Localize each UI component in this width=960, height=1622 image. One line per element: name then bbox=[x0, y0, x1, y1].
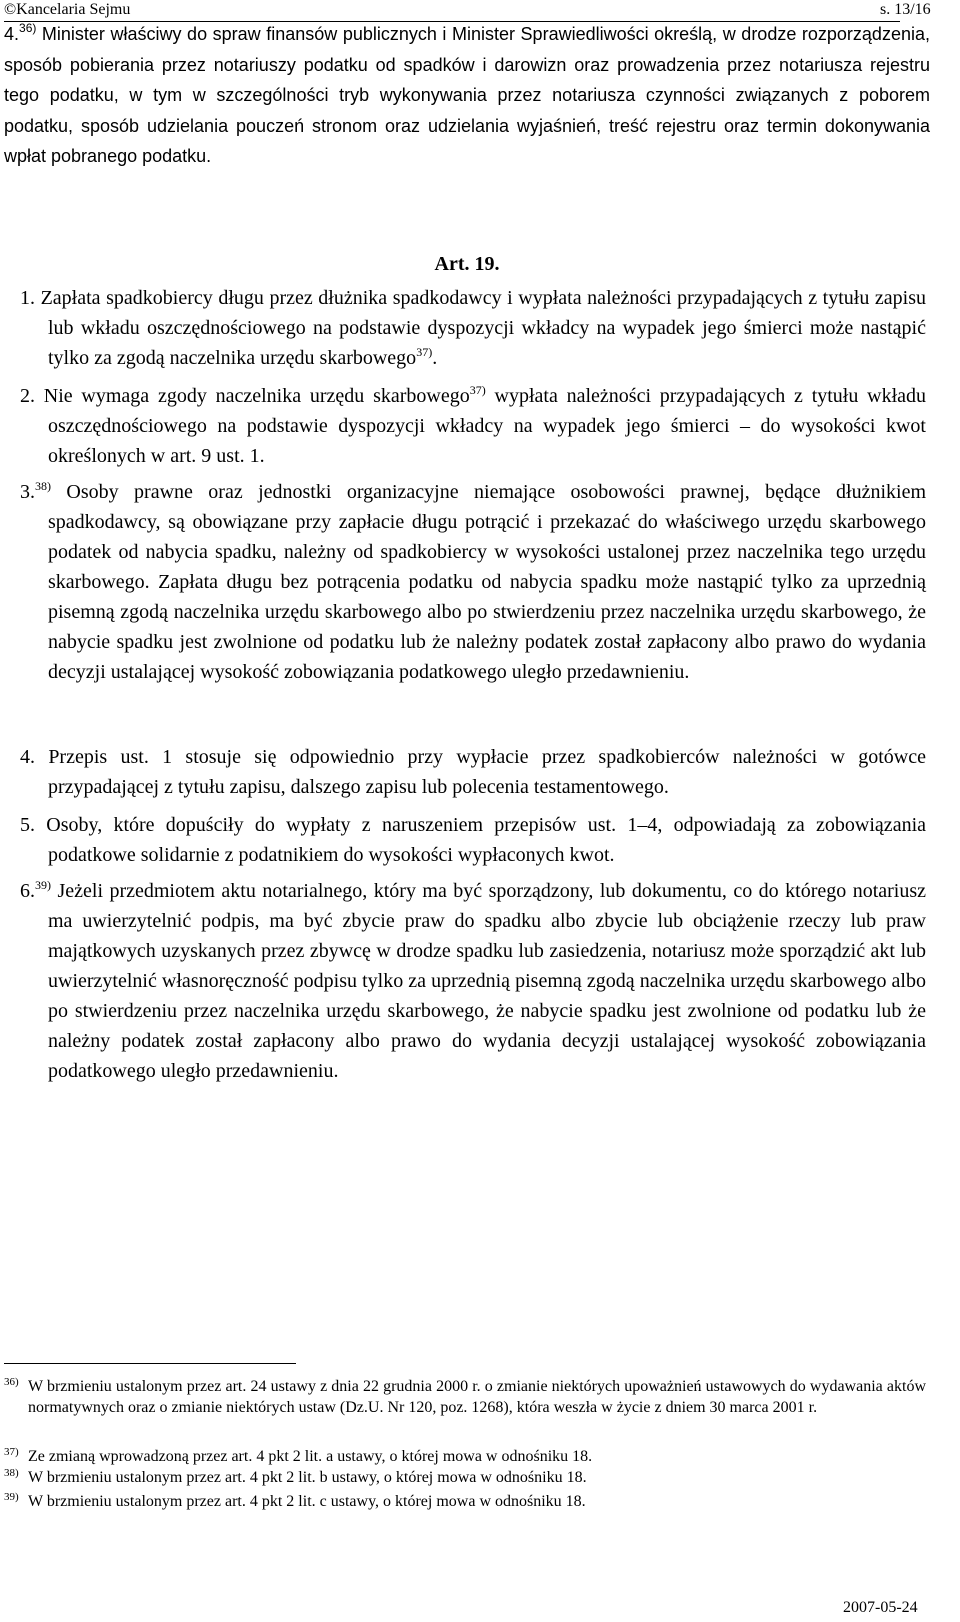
footnote-ref-37[interactable]: 37) bbox=[469, 383, 486, 397]
paragraph-1: 1. Zapłata spadkobiercy długu przez dłużnika spadkodawcy i wypłata należności przypadających z tytułu zapisu lub wkładu oszczędnościowego na podstawie dyspozycji wkładcy na wypadek jego śmierci może nastąpić tylko za zgodą naczelnika urzędu skarbowego$^{37)}$. bbox=[20, 287, 926, 369]
paragraph-text: Osoby, które dopuściły do wypłaty z naruszeniem przepisów ust. 1–4, odpowiadają za zobowiązania podatkowe solidarnie z podatnikiem do wysokości wypłaconych kwot. bbox=[46, 814, 926, 866]
footnote-text: W brzmieniu ustalonym przez art. 4 pkt 2 lit. c ustawy, o której mowa w odnośniku 18. bbox=[28, 1493, 586, 1510]
footnote-separator bbox=[4, 1363, 296, 1364]
header-source: ©Kancelaria Sejmu bbox=[4, 1, 131, 18]
paragraph-text: Zapłata spadkobiercy długu przez dłużnika spadkodawcy i wypłata należności przypadających z tytułu zapisu lub wkładu oszczędnościowego na podstawie dyspozycji wkładcy na wypadek jego śmierci może nastąpić tylko za zgodą naczelnika urzędu skarbowego bbox=[40, 287, 926, 369]
paragraph-4 bbox=[20, 742, 926, 802]
paragraph-5 bbox=[20, 810, 926, 870]
paragraph-text: Jeżeli przedmiotem aktu notarialnego, który ma być sporządzony, lub dokumentu, co do którego notariusz ma uwierzytelnić podpis, ma być zbycie praw do spadku albo zbycie lub obciążenie rzeczy lub praw majątkowych uzyskanych przez zbywcę w drodze spadku lub zasiedzenia, notariusz może sporządzić akt lub uwierzytelnić własnoręczność podpisu tylko za uprzednią pisemną zgodą naczelnika urzędu skarbowego albo po stwierdzeniu przez naczelnika urzędu skarbowego, że nabycie spadku jest zwolnione od podatku lub że należny podatek został zapłacony albo prawo do wydania decyzji ustalającej wysokość zobowiązania podatkowego uległo przedawnieniu. bbox=[48, 880, 927, 1082]
paragraph-number: 4. bbox=[4, 24, 20, 44]
footnote-number: 37) bbox=[4, 1446, 19, 1458]
footnote-number: 38) bbox=[4, 1467, 19, 1479]
footnote-text: Ze zmianą wprowadzoną przez art. 4 pkt 2 lit. a ustawy, o której mowa w odnośniku 18. bbox=[28, 1448, 593, 1465]
footnote-38 bbox=[4, 1467, 926, 1488]
article-title: Art. 19. bbox=[434, 253, 500, 275]
footnote-number: 36) bbox=[4, 1376, 19, 1388]
footnote-37 bbox=[4, 1446, 926, 1467]
footnote-text: W brzmieniu ustalonym przez art. 4 pkt 2 lit. b ustawy, o której mowa w odnośniku 18. bbox=[28, 1469, 587, 1486]
paragraph-6 bbox=[20, 876, 926, 1086]
paragraph-text-a: Nie wymaga zgody naczelnika urzędu skarbowego bbox=[43, 385, 470, 407]
paragraph-text: Osoby prawne oraz jednostki organizacyjne niemające osobowości prawnej, będące dłużnikiem spadkodawcy, są obowiązane przy zapłacie długu potrącić i przekazać do właściwego urzędu skarbowego podatek od nabycia spadku, należny od spadkobiercy w wysokości ustalonej przez naczelnika tego urzędu skarbowego. Zapłata długu bez potrącenia podatku od nabycia spadku może nastąpić tylko za uprzednią pisemną zgodą naczelnika urzędu skarbowego albo po stwierdzeniu przez naczelnika urzędu skarbowego, że nabycie spadku jest zwolnione od podatku lub że należny podatek został zapłacony albo prawo do wydania decyzji ustalającej wysokość zobowiązania podatkowego uległo przedawnieniu. bbox=[48, 481, 927, 683]
header-page-number: s. 13/16 bbox=[880, 1, 931, 18]
paragraph-number: 3. bbox=[20, 481, 35, 503]
footnote-ref-39[interactable]: 39) bbox=[35, 878, 51, 892]
paragraph-number: 4. bbox=[20, 746, 35, 768]
footnote-text: W brzmieniu ustalonym przez art. 24 ustawy z dnia 22 grudnia 2000 r. o zmianie niektórych upoważnień ustawowych do wydawania aktów normatywnych oraz o zmianie niektórych ustaw (Dz.U. Nr 120, poz. 1268), która weszła w życie z dniem 30 marca 2001 r. bbox=[28, 1378, 926, 1416]
footer-date: 2007-05-24 bbox=[843, 1599, 918, 1616]
footnote-ref-38[interactable]: 38) bbox=[35, 479, 51, 493]
paragraph-text: Przepis ust. 1 stosuje się odpowiednio przy wypłacie przez spadkobierców należności w gotówce przypadającej z tytułu zapisu, dalszego zapisu lub polecenia testamentowego. bbox=[48, 746, 927, 798]
paragraph-number: 1. bbox=[20, 287, 35, 309]
paragraph-number: 6. bbox=[20, 880, 35, 902]
paragraph-2 bbox=[20, 381, 926, 471]
paragraph-text: Minister właściwy do spraw finansów publicznych i Minister Sprawiedliwości określą, w drodze rozporządzenia, sposób pobierania przez notariuszy podatku od spadków i darowizn oraz prowadzenia przez notariusza rejestru tego podatku, w tym w szczególności tryb wykonywania przez notariusza czynności związanych z poborem podatku, sposób udzielania pouczeń stronom oraz udzielania wyjaśnień, treść rejestru oraz termin dokonywania wpłat pobranego podatku. bbox=[4, 24, 930, 166]
paragraph-3 bbox=[20, 477, 926, 687]
footnote-36 bbox=[4, 1376, 926, 1418]
paragraph-text-b: wypłata należności przypadających z tytułu wkładu oszczędnościowego na podstawie dyspozycji wkładcy na wypadek jego śmierci – do wysokości kwot określonych w art. 9 ust. 1. bbox=[48, 385, 927, 467]
paragraph-18-4 bbox=[4, 19, 930, 172]
footnote-39 bbox=[4, 1491, 926, 1512]
paragraph-number: 2. bbox=[20, 385, 35, 407]
footnote-ref-36[interactable]: 36) bbox=[19, 21, 37, 35]
footnote-ref-37[interactable]: 37) bbox=[416, 345, 433, 359]
footnote-number: 39) bbox=[4, 1491, 19, 1503]
paragraph-number: 5. bbox=[20, 814, 35, 836]
